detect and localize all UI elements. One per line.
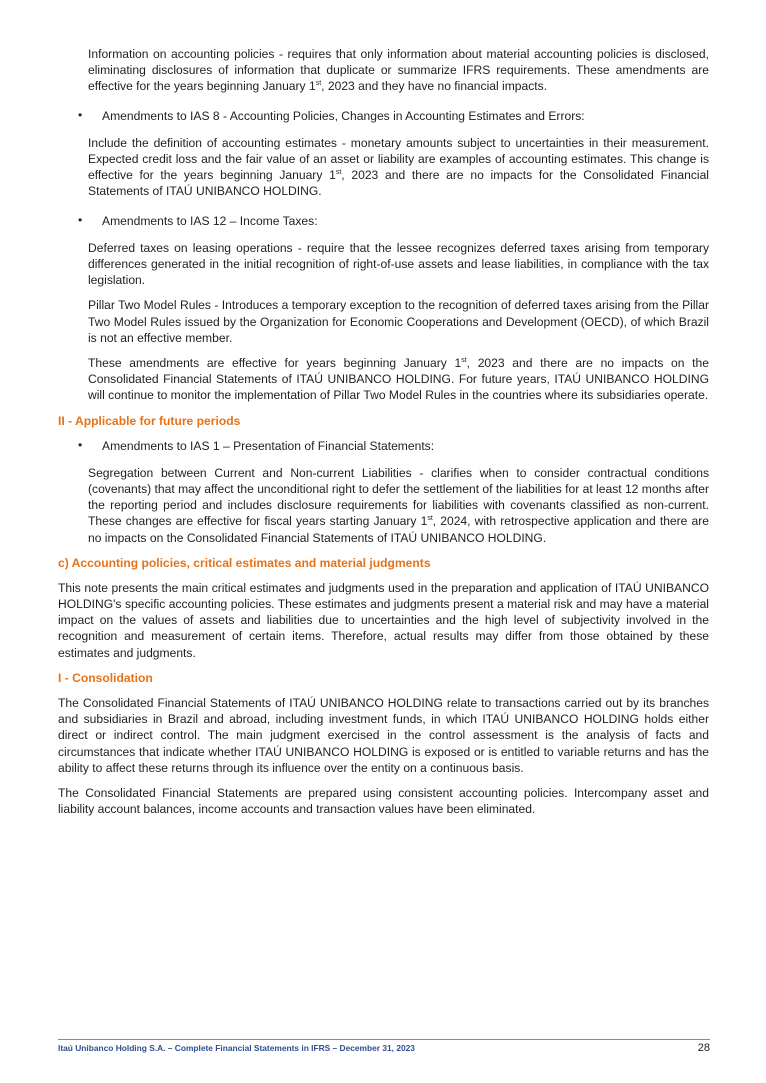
paragraph-pillar-two: Pillar Two Model Rules - Introduces a temporary exception to the recognition of deferred taxes arising from the Pillar Two Model Rules issued by the Organization for Economic Cooperations and Development (OECD), of which Brazil is not an effective member. bbox=[88, 298, 709, 345]
paragraph-information-policies: Information on accounting policies - requires that only information about material accounting policies is disclosed, eliminating disclosures of information that duplicate or summarize IFRS requirements. These amendments are effective for the years beginning January 1st, 2023 and they have no financial impacts. bbox=[88, 47, 709, 94]
bullet-text: Amendments to IAS 8 - Accounting Policies, Changes in Accounting Estimates and Errors: bbox=[102, 108, 585, 123]
ordinal-suffix: st bbox=[315, 80, 322, 88]
ordinal-suffix: st bbox=[461, 357, 467, 365]
paragraph-ias12-effective: These amendments are effective for years beginning January 1st, 2023 and there are no impacts on the Consolidated Financial Statements of ITAÚ UNIBANCO HOLDING. For future years, ITAÚ UNIBANCO HOLDING will continue to monitor the implementation of Pillar Two Model Rules in the countries where its subsidiaries operate. bbox=[88, 356, 709, 403]
page-number: 28 bbox=[697, 1042, 710, 1054]
bullet-ias8 bbox=[58, 108, 709, 124]
heading-accounting-policies: c) Accounting policies, critical estimates and material judgments bbox=[58, 555, 431, 570]
bullet-icon: • bbox=[78, 212, 83, 227]
bullet-ias12 bbox=[58, 213, 709, 229]
page-content bbox=[58, 46, 709, 826]
ordinal-suffix: st bbox=[427, 515, 433, 523]
bullet-text: Amendments to IAS 1 – Presentation of Financial Statements: bbox=[102, 438, 435, 453]
bullet-icon: • bbox=[78, 107, 83, 122]
bullet-ias1 bbox=[58, 438, 709, 454]
paragraph-deferred-taxes: Deferred taxes on leasing operations - require that the lessee recognizes deferred taxes arising from temporary differences generated in the initial recognition of right-of-use assets and lease liabilities, in compliance with the tax legislation. bbox=[88, 240, 709, 288]
paragraph-consolidation: The Consolidated Financial Statements of ITAÚ UNIBANCO HOLDING relate to transactions carried out by its branches and subsidiaries in Brazil and abroad, including investment funds, in which ITAÚ UNIBANCO HOLDING holds either direct or indirect control. The main judgment exercised in the control assessment is the analysis of facts and circumstances that indicate whether ITAÚ UNIBANCO HOLDING is exposed or is entitled to variable returns and has the ability to affect these returns through its influence over the entity on a continuous basis. bbox=[58, 695, 709, 775]
footer-text: Itaú Unibanco Holding S.A. – Complete Financial Statements in IFRS – December 31, 2023 bbox=[58, 1043, 415, 1053]
bullet-icon: • bbox=[78, 437, 83, 452]
footer-rule bbox=[58, 1039, 710, 1040]
paragraph-consistent-policies: The Consolidated Financial Statements are prepared using consistent accounting policies. Intercompany asset and liability account balances, income accounts and transaction values have been eliminated. bbox=[58, 785, 709, 817]
paragraph-ias8-definition: Include the definition of accounting estimates - monetary amounts subject to uncertainties in their measurement. Expected credit loss and the fair value of an asset or liability are examples of accounting estimates. This change is effective for the years beginning January 1st, 2023 and there are no impacts for the Consolidated Financial Statements of ITAÚ UNIBANCO HOLDING. bbox=[88, 135, 709, 199]
ordinal-suffix: st bbox=[335, 169, 342, 177]
paragraph-critical-estimates: This note presents the main critical estimates and judgments used in the preparation and application of ITAÚ UNIBANCO HOLDING's specific accounting policies. These estimates and judgments present a material risk and may have a material impact on the values of assets and liabilities due to uncertainties and the high level of subjectivity involved in the recognition and measurement of certain items. Therefore, actual results may differ from those obtained by these estimates and judgments. bbox=[58, 580, 709, 660]
bullet-text: Amendments to IAS 12 – Income Taxes: bbox=[102, 213, 318, 228]
heading-future-periods: II - Applicable for future periods bbox=[58, 413, 241, 428]
heading-consolidation: I - Consolidation bbox=[58, 670, 153, 685]
paragraph-segregation: Segregation between Current and Non-current Liabilities - clarifies when to consider contractual conditions (covenants) that may affect the unconditional right to defer the settlement of the liabilities for at least 12 months after the reporting period and includes disclosure requirements for liabilities with covenants classified as non-current. These changes are effective for fiscal years starting January 1st, 2024, with retrospective application and there are no impacts on the Consolidated Financial Statements of ITAÚ UNIBANCO HOLDING. bbox=[88, 465, 709, 545]
